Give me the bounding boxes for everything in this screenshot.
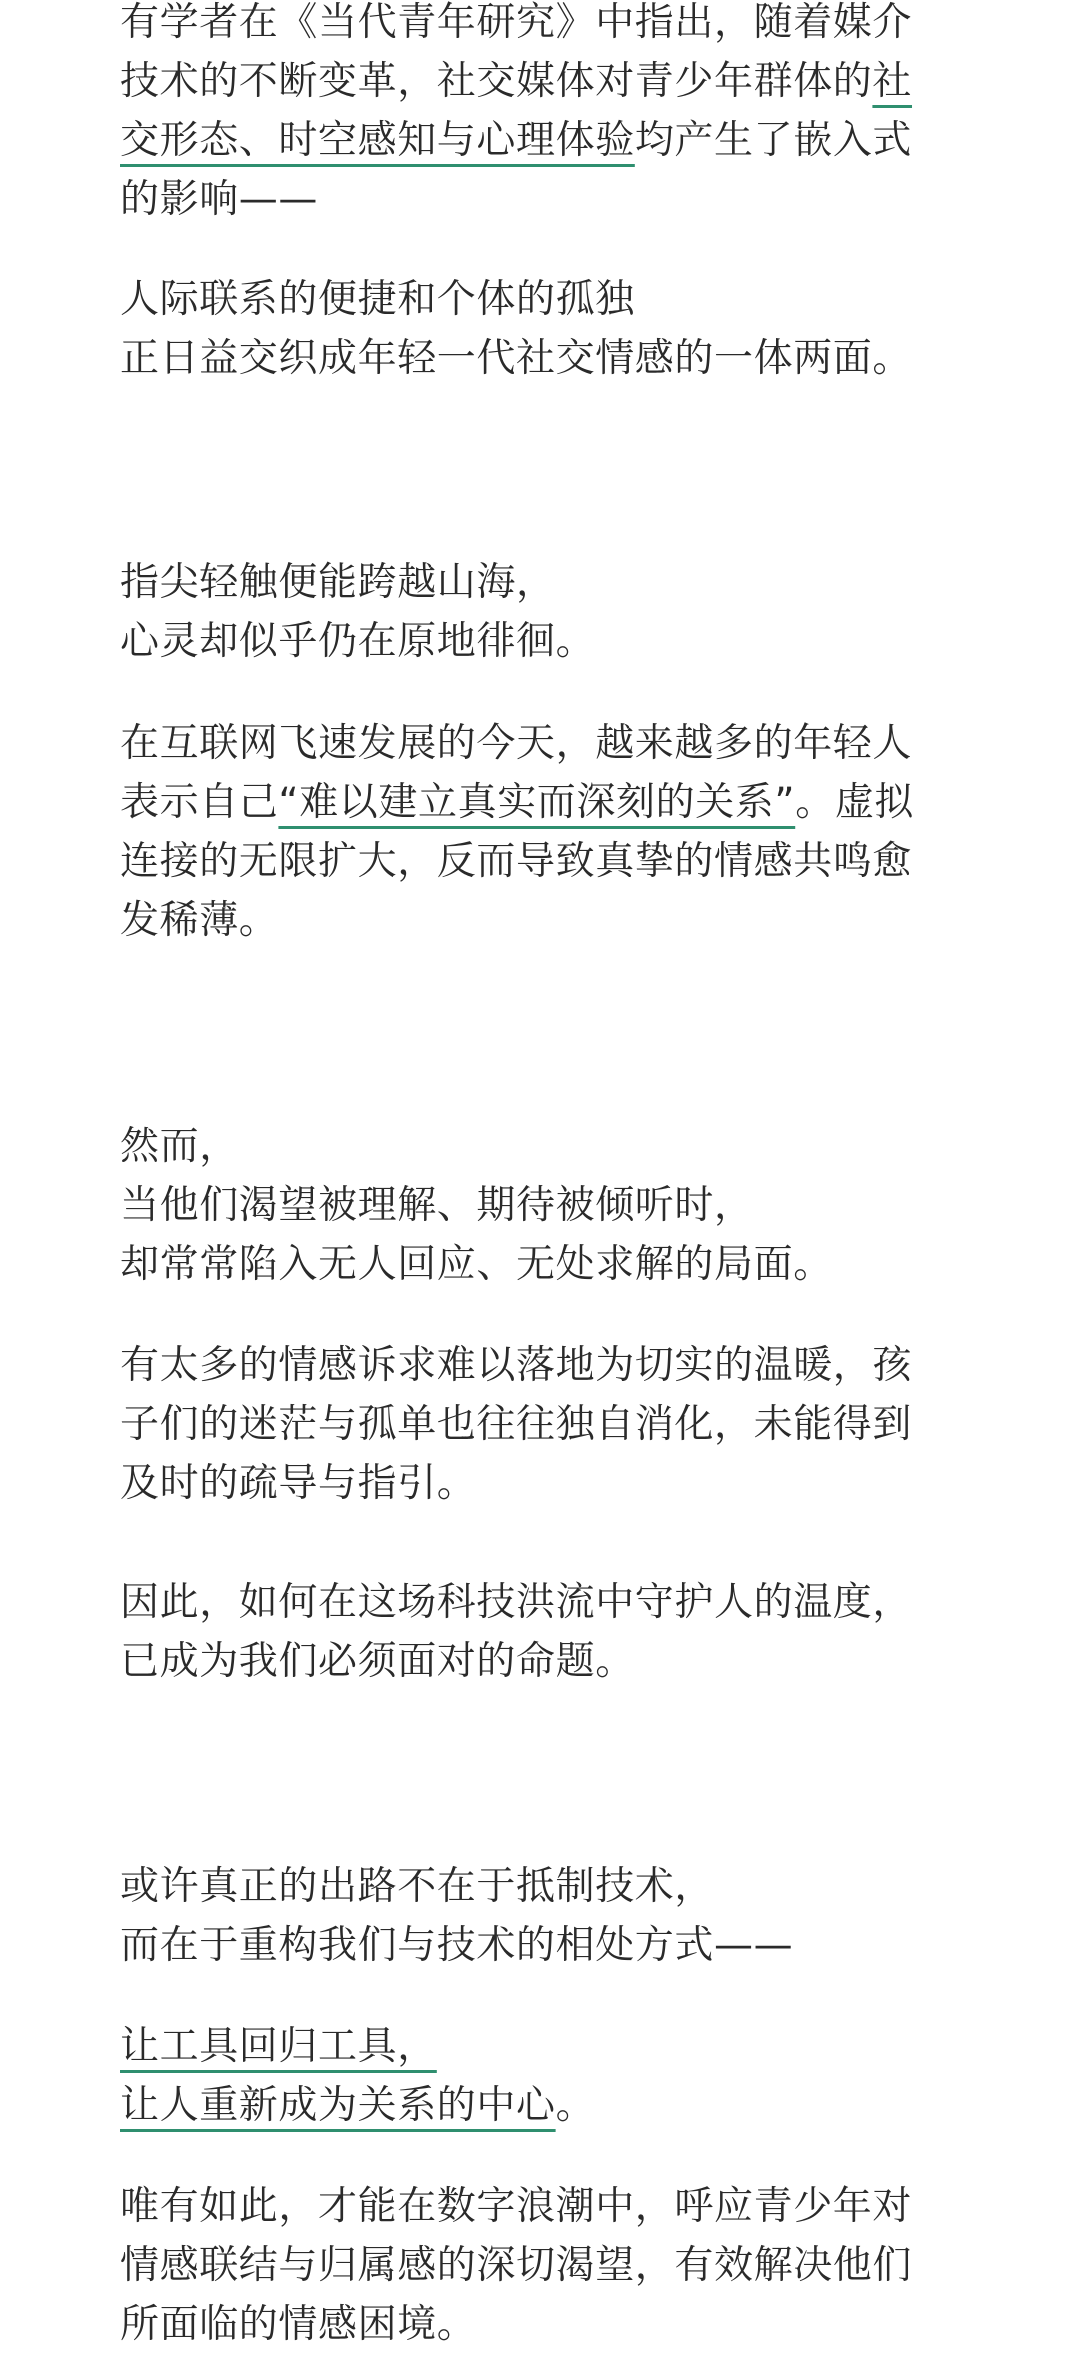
text-line: 在互联网飞速发展的今天，越来越多的年轻人 [120,721,913,766]
paragraph-tools-people [120,2017,970,2135]
text-line: 有太多的情感诉求难以落地为切实的温暖，孩 [120,1343,913,1388]
text-line: 发稀薄。 [120,898,279,943]
paragraph-way-forward [120,1857,970,1975]
highlighted-phrase: 社 [872,59,913,104]
text-line: 而在于重构我们与技术的相处方式—— [120,1923,794,1968]
text-line [120,2017,970,2076]
text-segment: 技术的不断变革，社交媒体对青少年群体的 [120,59,873,104]
text-segment: 表示自己 [120,780,279,825]
paragraph-fingertips [120,553,970,671]
text-line: 子们的迷茫与孤单也往往独自消化，未能得到 [120,1402,913,1447]
text-line [120,2076,970,2135]
text-line: 所面临的情感困境。 [120,2302,477,2347]
text-line: 的影响—— [120,177,319,222]
paragraph-however [120,1117,970,1294]
paragraph-therefore [120,1573,970,1691]
highlighted-phrase: 让工具回归工具， [120,2024,437,2069]
text-line: 人际联系的便捷和个体的孤独 [120,277,635,322]
text-line [120,52,970,111]
text-line: 心灵却似乎仍在原地徘徊。 [120,619,596,664]
text-segment: 。虚拟 [795,780,915,825]
paragraph-conclusion [120,2177,970,2354]
paragraph-connection-loneliness [120,270,970,388]
text-line [120,111,970,170]
text-line: 然而， [120,1124,239,1169]
text-line: 却常常陷入无人回应、无处求解的局面。 [120,1242,833,1287]
highlighted-phrase: 交形态、时空感知与心理体验 [120,118,635,163]
text-line: 有学者在《当代青年研究》中指出，随着媒介 [120,0,913,45]
text-line: 连接的无限扩大，反而导致真挚的情感共鸣愈 [120,839,913,884]
text-line: 及时的疏导与指引。 [120,1461,477,1506]
paragraph-internet-relationships [120,714,970,950]
text-line: 当他们渴望被理解、期待被倾听时， [120,1183,754,1228]
highlighted-phrase: 让人重新成为关系的中心 [120,2083,556,2128]
text-line: 正日益交织成年轻一代社交情感的一体两面。 [120,336,913,381]
paragraph-emotional-needs [120,1336,970,1513]
text-line: 情感联结与归属感的深切渴望，有效解决他们 [120,2243,913,2288]
text-line: 或许真正的出路不在于抵制技术， [120,1864,715,1909]
text-line: 因此，如何在这场科技洪流中守护人的温度， [120,1580,913,1625]
text-line: 已成为我们必须面对的命题。 [120,1639,635,1684]
paragraph-media-research [120,0,970,229]
text-segment: 均产生了嵌入式 [634,118,913,163]
highlighted-phrase: “难以建立真实而深刻的关系” [278,780,796,825]
text-line: 唯有如此，才能在数字浪潮中，呼应青少年对 [120,2184,913,2229]
text-segment: 。 [555,2083,596,2128]
text-line: 指尖轻触便能跨越山海， [120,560,556,605]
text-line [120,773,970,832]
